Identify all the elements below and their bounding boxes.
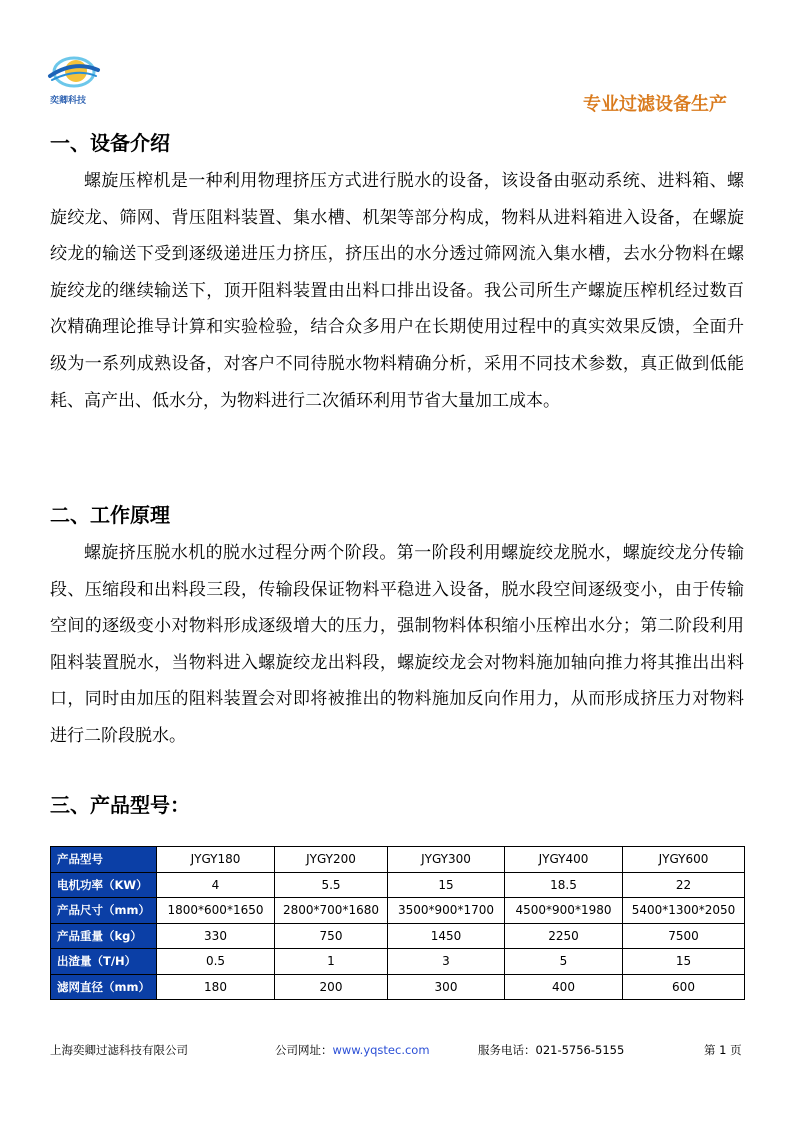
table-cell: JYGY400 (505, 847, 623, 873)
table-cell: 4 (157, 872, 275, 898)
table-cell: JYGY300 (388, 847, 505, 873)
section-body-intro: 螺旋压榨机是一种利用物理挤压方式进行脱水的设备，该设备由驱动系统、进料箱、螺旋绞龙、筛网、背压阻料装置、集水槽、机架等部分构成，物料从进料箱进入设备，在螺旋绞龙的输送下受到逐级递进压力挤压，挤压出的水分透过筛网流入集水槽，去水分物料在螺旋绞龙的继续输送下，顶开阻料装置由出料口排出设备。我公司所生产螺旋压榨机经过数百次精确理论推导计算和实验检验，结合众多用户在长期使用过程中的真实效果反馈，全面升级为一系列成熟设备，对客户不同待脱水物料精确分析，采用不同技术参数，真正做到低能耗、高产出、低水分，为物料进行二次循环利用节省大量加工成本。 (50, 171, 744, 411)
row-header: 产品尺寸（mm） (51, 898, 157, 924)
table-cell: 1800*600*1650 (157, 898, 275, 924)
table-cell: 2800*700*1680 (275, 898, 388, 924)
logo-text: 奕卿科技 (50, 96, 87, 106)
table-cell: 22 (623, 872, 745, 898)
table-cell: 200 (275, 974, 388, 1000)
table-cell: 330 (157, 923, 275, 949)
table-cell: 1450 (388, 923, 505, 949)
table-row (51, 898, 745, 924)
table-row (51, 923, 745, 949)
table-row (51, 974, 745, 1000)
footer-website (275, 1042, 430, 1058)
table-cell: 750 (275, 923, 388, 949)
table-cell: 300 (388, 974, 505, 1000)
section-body-principle: 螺旋挤压脱水机的脱水过程分两个阶段。第一阶段利用螺旋绞龙脱水，螺旋绞龙分传输段、压缩段和出料段三段，传输段保证物料平稳进入设备，脱水段空间逐级变小，由于传输空间的逐级变小对物料形成逐级增大的压力，强制物料体积缩小压榨出水分；第二阶段利用阻料装置脱水，当物料进入螺旋绞龙出料段，螺旋绞龙会对物料施加轴向推力将其推出出料口，同时由加压的阻料装置会对即将被推出的物料施加反向作用力，从而形成挤压力对物料进行二阶段脱水。 (50, 543, 744, 746)
footer-phone: 服务电话：021-5756-5155 (478, 1043, 625, 1057)
footer-company: 上海奕卿过滤科技有限公司 (50, 1043, 188, 1057)
table-cell: 4500*900*1980 (505, 898, 623, 924)
section-title-principle: 二、工作原理 (50, 503, 170, 527)
footer-website-link[interactable]: www.yqstec.com (332, 1043, 430, 1057)
footer-website-label: 公司网址： (275, 1043, 333, 1057)
row-header: 产品型号 (51, 847, 157, 873)
table-cell: 400 (505, 974, 623, 1000)
table-row (51, 847, 745, 873)
table-cell: 15 (388, 872, 505, 898)
footer-page-number: 第 1 页 (704, 1043, 742, 1057)
table-cell: 18.5 (505, 872, 623, 898)
table-cell: JYGY200 (275, 847, 388, 873)
table-cell: 2250 (505, 923, 623, 949)
table-cell: JYGY600 (623, 847, 745, 873)
table-cell: 600 (623, 974, 745, 1000)
row-header: 电机功率（KW） (51, 872, 157, 898)
table-row (51, 949, 745, 975)
header-slogan: 专业过滤设备生产 (583, 94, 727, 115)
table-cell: 1 (275, 949, 388, 975)
row-header: 出渣量（T/H） (51, 949, 157, 975)
table-cell: 180 (157, 974, 275, 1000)
table-cell: 15 (623, 949, 745, 975)
logo-swoosh-icon (46, 52, 102, 96)
row-header: 滤网直径（mm） (51, 974, 157, 1000)
table-cell: 7500 (623, 923, 745, 949)
table-cell: 5400*1300*2050 (623, 898, 745, 924)
table-cell: 5 (505, 949, 623, 975)
table-cell: JYGY180 (157, 847, 275, 873)
table-cell: 0.5 (157, 949, 275, 975)
row-header: 产品重量（kg） (51, 923, 157, 949)
table-cell: 5.5 (275, 872, 388, 898)
table-row (51, 872, 745, 898)
table-cell: 3 (388, 949, 505, 975)
section-title-models: 三、产品型号： (50, 793, 190, 817)
table-cell: 3500*900*1700 (388, 898, 505, 924)
spec-table (50, 846, 745, 1000)
section-title-intro: 一、设备介绍 (50, 131, 170, 155)
